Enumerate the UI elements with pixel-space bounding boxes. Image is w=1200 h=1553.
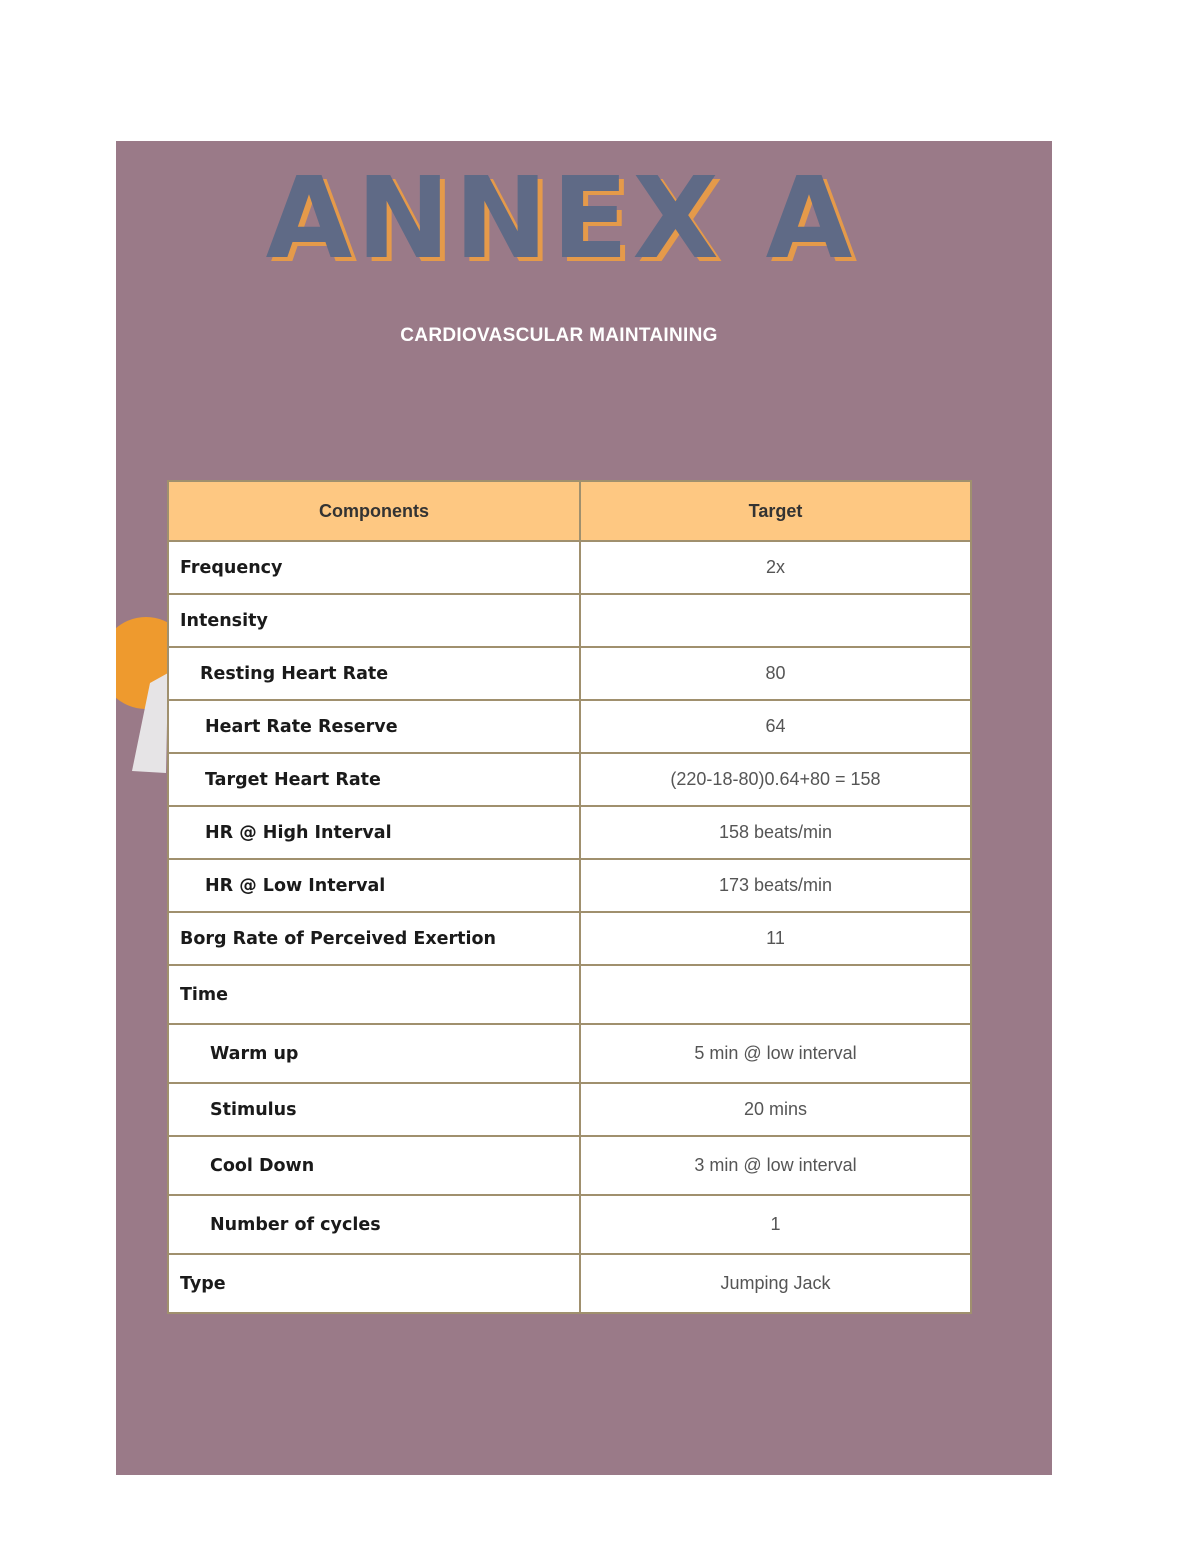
target-cell: 173 beats/min <box>580 859 971 912</box>
table-row <box>168 647 971 700</box>
header-components: Components <box>168 481 580 541</box>
component-cell: Type <box>168 1254 580 1313</box>
table-row <box>168 1083 971 1136</box>
table-row <box>168 1024 971 1083</box>
table-row <box>168 965 971 1024</box>
component-cell: Stimulus <box>168 1083 580 1136</box>
target-cell: 3 min @ low interval <box>580 1136 971 1195</box>
component-cell: Target Heart Rate <box>168 753 580 806</box>
table-row <box>168 541 971 594</box>
table-row <box>168 859 971 912</box>
component-cell: Number of cycles <box>168 1195 580 1254</box>
target-cell: 64 <box>580 700 971 753</box>
target-cell: 158 beats/min <box>580 806 971 859</box>
component-cell: Heart Rate Reserve <box>168 700 580 753</box>
target-cell: 2x <box>580 541 971 594</box>
document-page <box>116 141 1052 1475</box>
target-cell: Jumping Jack <box>580 1254 971 1313</box>
table-row <box>168 1136 971 1195</box>
table-row <box>168 594 971 647</box>
target-cell: 11 <box>580 912 971 965</box>
table-row <box>168 700 971 753</box>
component-cell: Warm up <box>168 1024 580 1083</box>
component-cell: Borg Rate of Perceived Exertion <box>168 912 580 965</box>
table-row <box>168 806 971 859</box>
table-row <box>168 1254 971 1313</box>
component-cell: HR @ Low Interval <box>168 859 580 912</box>
component-cell: Intensity <box>168 594 580 647</box>
table-header-row <box>168 481 971 541</box>
target-cell: (220-18-80)0.64+80 = 158 <box>580 753 971 806</box>
header-target: Target <box>580 481 971 541</box>
document-subtitle: CARDIOVASCULAR MAINTAINING <box>400 325 718 346</box>
component-cell: Time <box>168 965 580 1024</box>
target-cell: 20 mins <box>580 1083 971 1136</box>
component-cell: Frequency <box>168 541 580 594</box>
component-cell: HR @ High Interval <box>168 806 580 859</box>
component-cell: Resting Heart Rate <box>168 647 580 700</box>
component-cell: Cool Down <box>168 1136 580 1195</box>
target-cell: 5 min @ low interval <box>580 1024 971 1083</box>
components-table <box>167 480 972 1314</box>
target-cell: 1 <box>580 1195 971 1254</box>
table-row <box>168 1195 971 1254</box>
target-cell <box>580 965 971 1024</box>
target-cell: 80 <box>580 647 971 700</box>
table-row <box>168 753 971 806</box>
target-cell <box>580 594 971 647</box>
document-title: ANNEX A <box>265 154 857 284</box>
table-row <box>168 912 971 965</box>
